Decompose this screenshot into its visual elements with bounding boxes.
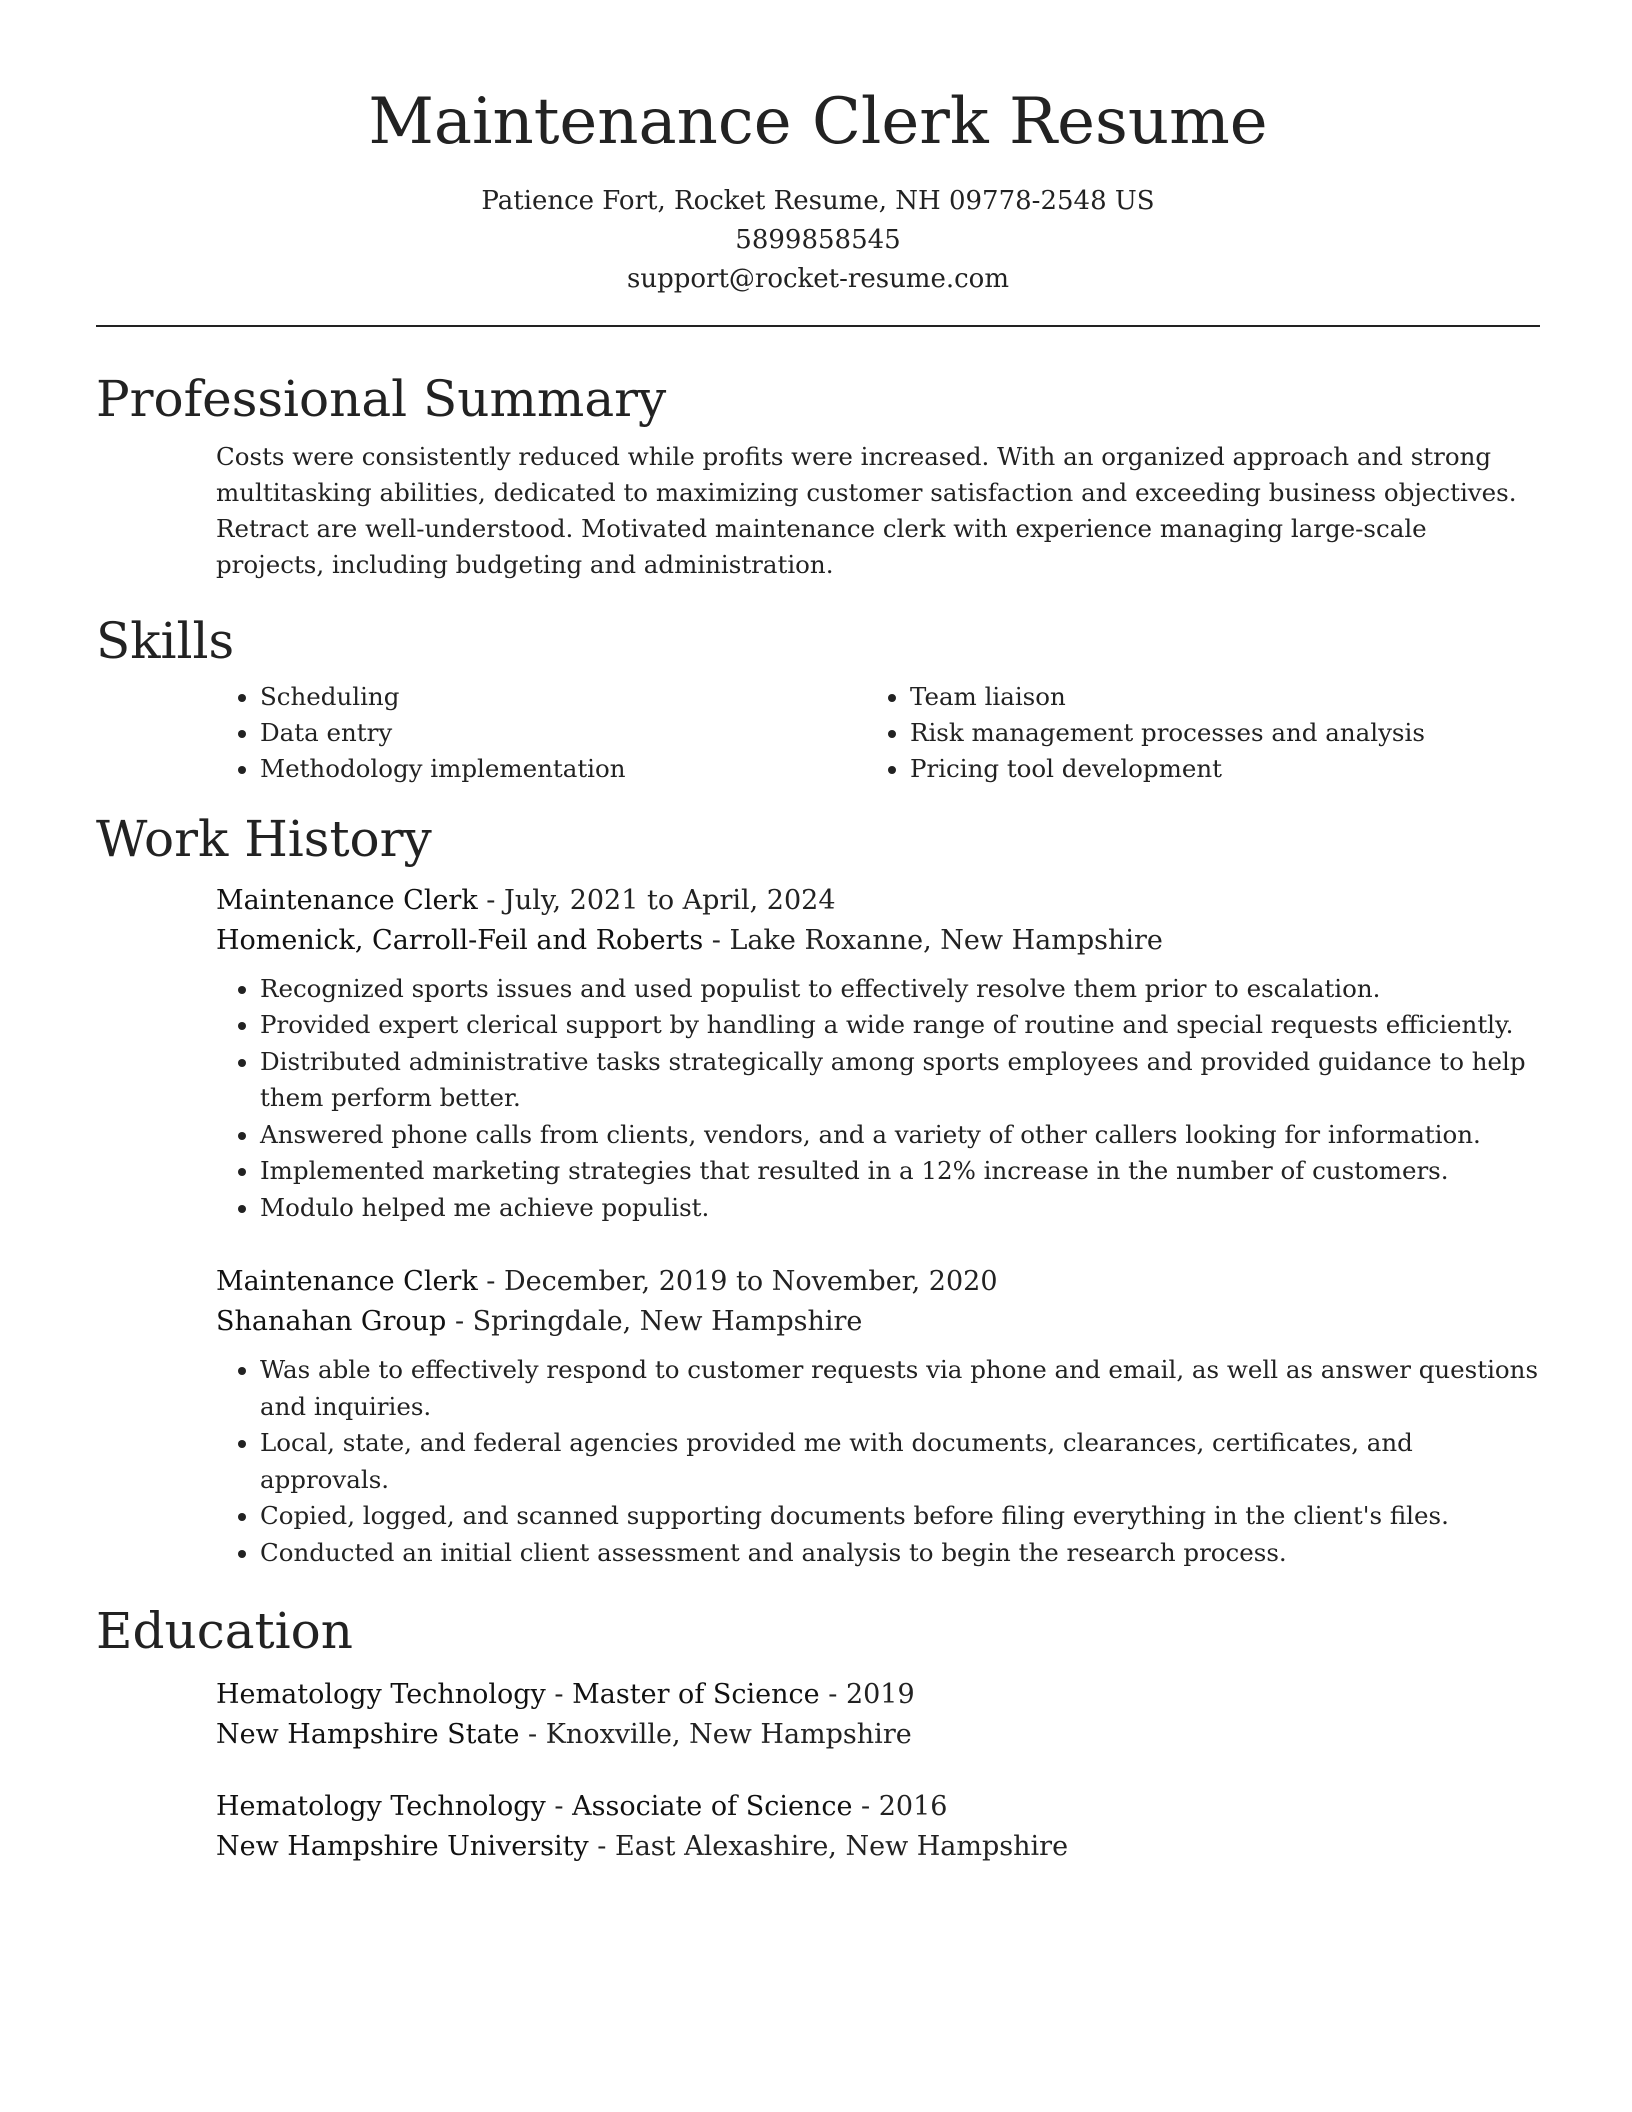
job-dates: December, 2019 to November, 2020 <box>504 1266 998 1298</box>
job-bullet: • Recognized sports issues and used populist to effectively resolve them prior to escalation. <box>260 971 1540 1008</box>
job-entry <box>216 1262 1540 1571</box>
resume-page <box>96 0 1540 1867</box>
education-heading: Education <box>96 1602 353 1661</box>
job-entry <box>216 881 1540 1227</box>
skill-item: • Team liaison <box>910 679 1516 715</box>
education-degree-line <box>216 1675 1540 1715</box>
summary-section <box>216 439 1540 583</box>
separator: - <box>554 1679 573 1711</box>
skill-item: • Scheduling <box>260 679 866 715</box>
job-dates: July, 2021 to April, 2024 <box>504 884 836 916</box>
separator: - <box>528 1719 546 1751</box>
job-company-line <box>216 921 1540 961</box>
skill-item: • Pricing tool development <box>910 751 1516 787</box>
education-year: 2019 <box>845 1679 915 1711</box>
contact-phone: 5899858545 <box>735 224 901 255</box>
contact-email: support@rocket-resume.com <box>626 263 1009 294</box>
education-entry <box>216 1675 1540 1755</box>
education-entry <box>216 1787 1540 1867</box>
education-degree: Master of Science <box>572 1679 820 1711</box>
work-history-heading: Work History <box>96 809 432 868</box>
job-bullet: • Conducted an initial client assessment and analysis to begin the research process. <box>260 1535 1540 1572</box>
skill-item: • Methodology implementation <box>260 751 866 787</box>
separator: - <box>711 924 730 956</box>
summary-heading: Professional Summary <box>96 369 667 428</box>
job-bullets <box>216 1352 1540 1571</box>
job-company: Shanahan Group <box>216 1306 447 1338</box>
skills-column-left <box>216 679 866 787</box>
education-school: New Hampshire University <box>216 1831 589 1863</box>
skills-column-right <box>866 679 1516 787</box>
job-title: Maintenance Clerk <box>216 884 478 916</box>
education-field: Hematology Technology <box>216 1679 546 1711</box>
job-title: Maintenance Clerk <box>216 1266 478 1298</box>
separator: - <box>861 1791 879 1823</box>
job-bullet: • Modulo helped me achieve populist. <box>260 1190 1540 1227</box>
separator: - <box>486 1266 505 1298</box>
skills-section <box>216 679 1540 787</box>
separator: - <box>454 1306 473 1338</box>
separator: - <box>554 1791 573 1823</box>
education-year: 2016 <box>878 1791 948 1823</box>
resume-title: Maintenance Clerk Resume <box>368 85 1268 159</box>
job-bullet: • Copied, logged, and scanned supporting documents before filing everything in the client's files. <box>260 1498 1540 1535</box>
education-school: New Hampshire State <box>216 1719 520 1751</box>
job-bullet: • Provided expert clerical support by handling a wide range of routine and special requests efficiently. <box>260 1007 1540 1044</box>
job-bullet: • Was able to effectively respond to customer requests via phone and email, as well as answer questions and inquiries. <box>260 1352 1540 1425</box>
header-divider <box>96 325 1540 327</box>
job-bullet: • Local, state, and federal agencies provided me with documents, clearances, certificates, and approvals. <box>260 1425 1540 1498</box>
education-location: Knoxville, New Hampshire <box>545 1719 912 1751</box>
skills-heading: Skills <box>96 611 235 670</box>
job-location: Lake Roxanne, New Hampshire <box>729 924 1163 956</box>
separator: - <box>597 1831 615 1863</box>
education-degree: Associate of Science <box>572 1791 853 1823</box>
work-history-section <box>216 881 1540 1572</box>
education-field: Hematology Technology <box>216 1791 546 1823</box>
job-title-line <box>216 881 1540 921</box>
education-school-line <box>216 1715 1540 1755</box>
job-bullet: • Answered phone calls from clients, vendors, and a variety of other callers looking for information. <box>260 1117 1540 1154</box>
skill-item: • Data entry <box>260 715 866 751</box>
education-location: East Alexashire, New Hampshire <box>615 1831 1069 1863</box>
job-title-line <box>216 1262 1540 1302</box>
education-section <box>216 1675 1540 1867</box>
job-bullet: • Implemented marketing strategies that resulted in a 12% increase in the number of customers. <box>260 1153 1540 1190</box>
education-school-line <box>216 1827 1540 1867</box>
job-location: Springdale, New Hampshire <box>472 1306 863 1338</box>
education-degree-line <box>216 1787 1540 1827</box>
summary-text: Costs were consistently reduced while profits were increased. With an organized approach and strong multitasking abilities, dedicated to maximizing customer satisfaction and exceeding business objectives. Retract are well-understood. Motivated maintenance clerk with experience managing large-scale projects, including budgeting and administration. <box>216 441 1517 579</box>
job-company: Homenick, Carroll-Feil and Roberts <box>216 924 704 956</box>
job-company-line <box>216 1302 1540 1342</box>
separator: - <box>486 884 505 916</box>
job-bullet: • Distributed administrative tasks strategically among sports employees and provided guidance to help them perform better. <box>260 1044 1540 1117</box>
contact-info <box>96 182 1540 299</box>
separator: - <box>828 1679 846 1711</box>
skill-item: • Risk management processes and analysis <box>910 715 1516 751</box>
job-bullets <box>216 971 1540 1227</box>
contact-address: Patience Fort, Rocket Resume, NH 09778-2548 US <box>481 185 1155 216</box>
